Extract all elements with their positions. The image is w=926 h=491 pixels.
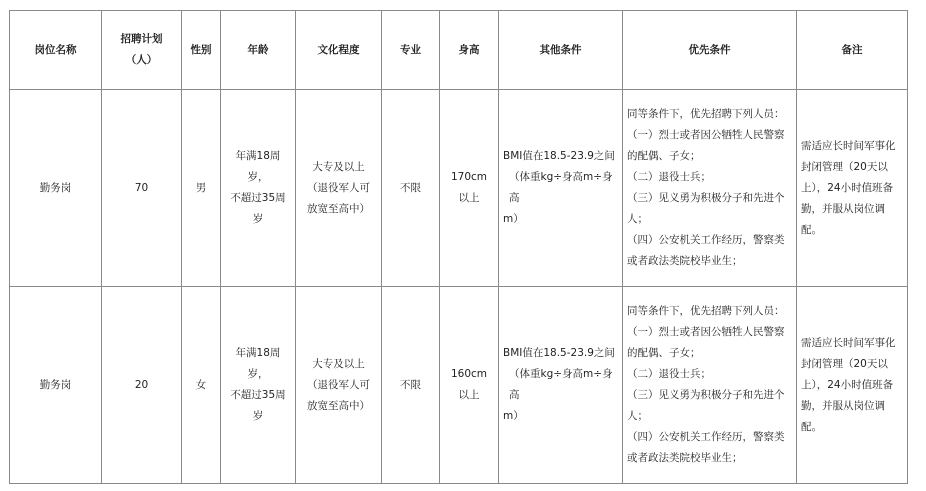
- age-line: 岁，: [247, 368, 269, 380]
- priority-line: 的配偶、子女；: [627, 150, 701, 162]
- header-height: 身高: [440, 11, 499, 90]
- table-row: [10, 287, 908, 484]
- other-line: m）: [503, 410, 524, 422]
- priority-line: 或者政法类院校毕业生；: [627, 255, 743, 267]
- cell-remark: [797, 287, 908, 484]
- priority-line: （四）公安机关工作经历，警察类: [627, 431, 785, 443]
- header-priority: 优先条件: [623, 11, 797, 90]
- cell-other: [499, 90, 623, 287]
- priority-line: （一）烈士或者因公牺牲人民警察: [627, 326, 785, 338]
- header-age: 年龄: [221, 11, 296, 90]
- priority-line: （二）退役士兵；: [627, 171, 711, 183]
- priority-line: （四）公安机关工作经历，警察类: [627, 234, 785, 246]
- remark-line: 需适应长时间军事化: [801, 139, 896, 152]
- education-line: 大专及以上: [312, 160, 365, 173]
- cell-priority: [623, 90, 797, 287]
- priority-line: 同等条件下，优先招聘下列人员：: [627, 108, 785, 120]
- cell-plan: 20: [102, 287, 182, 484]
- table-row: [10, 90, 908, 287]
- remark-line: 上），24小时值班备: [801, 181, 894, 194]
- age-line: 岁: [252, 410, 264, 422]
- cell-gender: 男: [182, 90, 221, 287]
- header-plan: [102, 11, 182, 90]
- age-line: 岁: [252, 213, 264, 225]
- header-gender: 性别: [182, 11, 221, 90]
- other-line: （体重kg÷身高m÷身高: [509, 171, 613, 204]
- other-line: BMI值在18.5-23.9之间: [503, 347, 615, 359]
- cell-priority: [623, 287, 797, 484]
- cell-other: [499, 287, 623, 484]
- height-line: 160cm: [450, 368, 488, 380]
- cell-education: [296, 90, 382, 287]
- cell-height: [440, 287, 499, 484]
- education-line: （退役军人可: [307, 378, 370, 391]
- remark-line: 需适应长时间军事化: [801, 336, 896, 349]
- remark-line: 勤，并服从岗位调: [801, 202, 885, 215]
- age-line: 年满18周: [235, 150, 281, 162]
- cell-plan: 70: [102, 90, 182, 287]
- header-remark: 备注: [797, 11, 908, 90]
- priority-line: （二）退役士兵；: [627, 368, 711, 380]
- header-education: 文化程度: [296, 11, 382, 90]
- priority-line: 人；: [627, 410, 648, 422]
- recruitment-table: [9, 10, 908, 484]
- height-line: 170cm: [450, 171, 488, 183]
- other-line: BMI值在18.5-23.9之间: [503, 150, 615, 162]
- header-other: 其他条件: [499, 11, 623, 90]
- header-major: 专业: [382, 11, 440, 90]
- height-line: 以上: [458, 389, 480, 401]
- height-line: 以上: [458, 192, 480, 204]
- education-line: 大专及以上: [312, 357, 365, 370]
- education-line: （退役军人可: [307, 181, 370, 194]
- priority-line: 或者政法类院校毕业生；: [627, 452, 743, 464]
- cell-gender: 女: [182, 287, 221, 484]
- age-line: 年满18周: [235, 347, 281, 359]
- other-line: （体重kg÷身高m÷身高: [509, 368, 613, 401]
- cell-major: 不限: [382, 287, 440, 484]
- cell-age: [221, 90, 296, 287]
- header-position: 岗位名称: [10, 11, 102, 90]
- cell-remark: [797, 90, 908, 287]
- header-plan-line2: （人）: [125, 54, 158, 66]
- cell-position: 勤务岗: [10, 287, 102, 484]
- remark-line: 配。: [801, 223, 822, 236]
- age-line: 不超过35周: [230, 192, 286, 204]
- cell-height: [440, 90, 499, 287]
- header-row: [10, 11, 908, 90]
- age-line: 岁，: [247, 171, 269, 183]
- priority-line: 的配偶、子女；: [627, 347, 701, 359]
- cell-major: 不限: [382, 90, 440, 287]
- priority-line: （一）烈士或者因公牺牲人民警察: [627, 129, 785, 141]
- cell-position: 勤务岗: [10, 90, 102, 287]
- header-plan-line1: 招聘计划: [120, 33, 163, 45]
- remark-line: 配。: [801, 420, 822, 433]
- education-line: 放宽至高中）: [307, 202, 370, 215]
- age-line: 不超过35周: [230, 389, 286, 401]
- other-line: m）: [503, 213, 524, 225]
- remark-line: 勤，并服从岗位调: [801, 399, 885, 412]
- priority-line: 人；: [627, 213, 648, 225]
- education-line: 放宽至高中）: [307, 399, 370, 412]
- remark-line: 封闭管理（20天以: [801, 357, 888, 370]
- cell-age: [221, 287, 296, 484]
- remark-line: 上），24小时值班备: [801, 378, 894, 391]
- remark-line: 封闭管理（20天以: [801, 160, 888, 173]
- priority-line: 同等条件下，优先招聘下列人员：: [627, 305, 785, 317]
- priority-line: （三）见义勇为积极分子和先进个: [627, 192, 785, 204]
- cell-education: [296, 287, 382, 484]
- priority-line: （三）见义勇为积极分子和先进个: [627, 389, 785, 401]
